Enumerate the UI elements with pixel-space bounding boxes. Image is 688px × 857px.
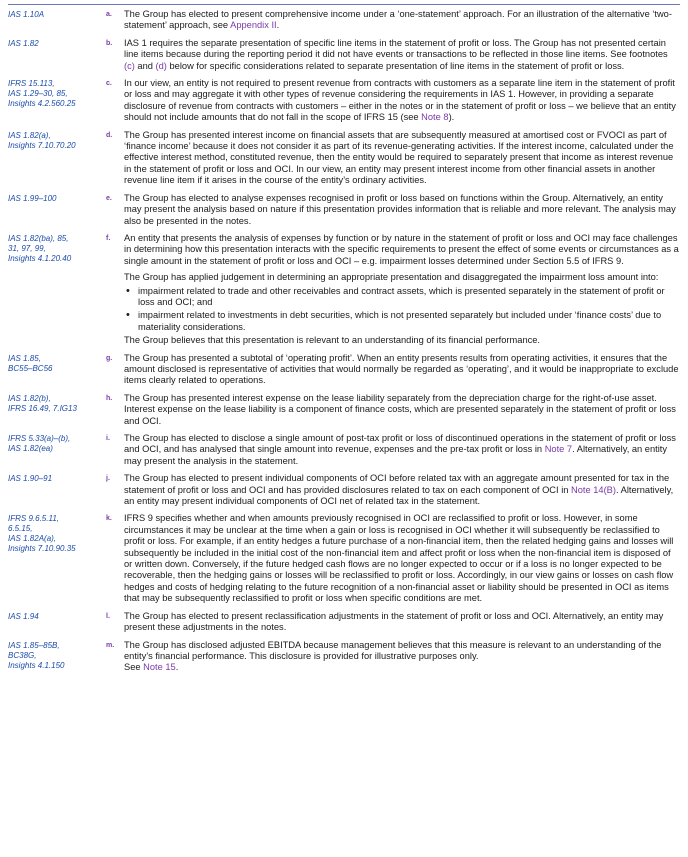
reference: IFRS 16.49, 7.IG13 [8, 403, 77, 413]
reference: IAS 1.82(b), [8, 393, 51, 403]
reference: IAS 1.90–91 [8, 474, 53, 484]
bullet-list [124, 286, 680, 334]
footnote-text: The Group has disclosed adjusted EBITDA because management believes that this measure is relevant to an understanding of the entity’s financial performance. This disclosure is provided for illustrative purposes only. See Note 15. [124, 639, 662, 673]
footnote-j [8, 473, 684, 507]
footnote-m [8, 640, 684, 674]
reference: IAS 1.29–30, 85, [8, 89, 68, 99]
reference: IFRS 9.6.5.11, [8, 514, 59, 524]
footnote-g [8, 353, 684, 387]
footnote-d [8, 130, 684, 187]
footnote-text: The Group has presented interest expense on the lease liability separately from the depreciation charge for the right-of-use asset. Interest expense on the lease liability is a component of finance costs, which are presented separately in the statement of profit or loss and OCI. [124, 392, 676, 426]
reference: BC55–BC56 [8, 363, 53, 373]
footnote-text: The Group has elected to analyse expenses recognised in profit or loss based on functions within the Group. Alternatively, an entity may present the analysis based on nature if this presentation provides information that is reliable and more relevant. The analysis may also be presented in the notes. [124, 192, 676, 226]
footnote-letter: f. [106, 234, 111, 242]
note-7-link[interactable]: Note 7 [544, 444, 573, 455]
footnote-h [8, 393, 684, 427]
reference: IAS 1.85, [8, 353, 41, 363]
footnote-text: In our view, an entity is not required to present revenue from contracts with customers as a separate line item in the statement of profit or loss and may aggregate it with other types of revenue considering the requirements in IAS 1. However, in providing a separate disclosure of revenue from contracts with customers – either in the notes or in the statement of profit or loss – we believe that an entity should not include amounts that do not fall in the scope of IFRS 15 (see Note 8). [124, 78, 676, 123]
standard-references [8, 473, 106, 484]
reference: IAS 1.82(a), [8, 130, 51, 140]
reference: Insights 7.10.70.20 [8, 140, 76, 150]
standard-references [8, 611, 106, 622]
reference: IFRS 5.33(a)–(b), [8, 434, 71, 443]
reference: IAS 1.82 [8, 38, 39, 48]
reference: Insights 4.1.20.40 [8, 253, 72, 263]
footnote-text: The Group has elected to disclose a single amount of post-tax profit or loss of discontinued operations in the statement of profit or loss and OCI, and has analysed that single amount into revenue, expenses and the pre-tax profit or loss in Note 7. Alternatively, an entity may present the analysis in the statement. [124, 433, 676, 466]
standard-references [8, 433, 106, 454]
note-15-link[interactable]: Note 15 [143, 662, 176, 673]
reference: Insights 4.2.560.25 [8, 99, 76, 109]
reference: Insights 4.1.150 [8, 660, 65, 670]
reference: IAS 1.94 [8, 611, 39, 621]
footnote-text: IAS 1 requires the separate presentation of specific line items in the statement of profit or loss. The Group has not presented certain line items because during the reporting period it did not have events or transactions to be reflected in those line items. See footnotes (c) and (d) below for specific considerations related to separate presentation of line items in the statement of profit or loss. [124, 37, 668, 71]
appendix-link[interactable]: Appendix II [230, 20, 277, 31]
reference: IFRS 15.113, [8, 79, 55, 89]
footnote-letter: i. [106, 435, 110, 442]
footnote-b [8, 38, 684, 72]
standard-references [8, 640, 106, 671]
footnote-i [8, 433, 684, 467]
note-14b-link[interactable]: Note 14(B) [571, 484, 616, 495]
note-8-link[interactable]: Note 8 [421, 112, 449, 123]
footnote-letter: a. [106, 11, 112, 18]
reference: 31, 97, 99, [8, 243, 46, 253]
reference: BC38G, [8, 650, 37, 660]
standard-references [8, 38, 106, 49]
footnote-d-link[interactable]: (d) [155, 60, 167, 71]
footnote-letter: m. [106, 641, 115, 649]
standard-references [8, 78, 106, 109]
footnote-letter: k. [106, 515, 112, 523]
footnote-f [8, 233, 684, 347]
list-item: • impairment related to trade and other receivables and contract assets, which is presented separately in the statement of profit or loss and OCI; and [138, 286, 680, 309]
standard-references [8, 233, 106, 264]
standard-references [8, 393, 106, 414]
footnote-text: The Group has elected to present individual components of OCI before related tax with an aggregate amount presented for tax in the statement of profit or loss and OCI and has provided disclosures related to tax on each component of OCI in Note 14(B). Alternatively, an entity may present individual components of OCI net of related tax in the statement. [124, 473, 674, 507]
footnotes-list [8, 9, 684, 674]
footnote-letter: g. [106, 354, 113, 362]
footnote-letter: j. [106, 475, 110, 483]
footnote-c [8, 78, 684, 124]
reference: IAS 1.82A(a), [8, 534, 57, 544]
footnote-letter: d. [106, 131, 113, 139]
footnote-a [8, 9, 684, 32]
footnote-letter: b. [106, 39, 113, 47]
standard-references [8, 513, 106, 554]
footnote-e [8, 193, 684, 227]
footnote-letter: h. [106, 394, 113, 402]
standard-references [8, 9, 106, 20]
reference: 6.5.15, [8, 524, 33, 534]
reference: IAS 1.10A [8, 10, 45, 19]
reference: IAS 1.82(ea) [8, 444, 53, 453]
footnote-letter: e. [106, 194, 112, 202]
footnote-c-link[interactable]: (c) [124, 60, 135, 71]
footnote-text: The Group has presented interest income on financial assets that are subsequently measured at amortised cost or FVOCI as part of ‘finance income’ because it does not consider it as part of its revenue-generating activities. If the interest income, calculated under the effective interest method, constituted revenue, then the entity would be required to separately present that income as interest revenue in the statement of profit or loss and OCI. In our view, an entity may present interest income from other financial assets in another revenue line item if it arises in the course of the entity’s ordinary activities. [124, 129, 674, 186]
footnote-text: The Group has elected to present reclassification adjustments in the statement of profit or loss and OCI. Alternatively, an entity may present these adjustments in the notes. [124, 610, 664, 633]
footnote-letter: c. [106, 80, 112, 88]
list-item: • impairment related to investments in debt securities, which is not presented separately but included under ‘finance costs’ due to materiality considerations. [138, 310, 680, 333]
reference: Insights 7.10.90.35 [8, 544, 76, 554]
standard-references [8, 353, 106, 374]
footnote-letter: l. [106, 612, 110, 620]
footnote-text: The Group has elected to present comprehensive income under a ‘one-statement’ approach. For an illustration of the alternative ‘two-statement’ approach, see Appendix II. [124, 9, 672, 31]
reference: IAS 1.99–100 [8, 193, 57, 203]
standard-references [8, 193, 106, 204]
top-rule [8, 4, 680, 5]
reference: IAS 1.82(ba), 85, [8, 233, 69, 243]
footnote-text: The Group has presented a subtotal of ‘operating profit’. When an entity presents results from operating activities, it ensures that the amount disclosed is representative of activities that would normally be regarded as ‘operating’, and it would be inappropriate to exclude items clearly related to operations. [124, 352, 679, 386]
footnote-k [8, 513, 684, 604]
footnote-l [8, 611, 684, 634]
footnote-text: An entity that presents the analysis of expenses by function or by nature in the statement of profit or loss and OCI may face challenges in determining how this presentation interacts with the specific requirements to present the effect of some events or circumstances as a single amount in the statement of profit or loss and OCI – e.g. impairment losses determined under Section 5.5 of IFRS 9. The Group has applied judgement in determining an appropriate presentation and disaggregated the impairment loss amount into: • impairment related to trade and other receivables and contract assets, which is presented separately in the statement of profit or loss and OCI; and • impairment related to investments in debt securities, which is not presented separately but included under ‘finance costs’ due to materiality considerations. The Group believes that this presentation is relevant to an understanding of its financial performance. [124, 233, 680, 347]
standard-references [8, 130, 106, 151]
reference: IAS 1.85–85B, [8, 640, 60, 650]
footnote-text: IFRS 9 specifies whether and when amounts previously recognised in OCI are reclassified to profit or loss. However, in some circumstances it may be unclear at the time when a gain or loss is recognised in OCI whether it will subsequently be reclassified to profit or loss. For example, if an entity hedges a future purchase of a non-financial item, then the related hedging gains and losses will subsequently be included in the initial cost of the non-financial item and affect profit or loss when the non-financial item is disposed of or written down. Conversely, if the future hedged cash flows are no longer expected to occur or if a loss is no longer expected to be recoverable, then the hedging gains or losses will be reclassified to profit or loss. Accordingly, in our view gains or losses on cash flow hedges and costs of hedging relating to the future recognition of a non-financial asset or liability should be presented in OCI as items that may be subsequently reclassified to profit or loss when specific conditions are met. [124, 513, 674, 604]
